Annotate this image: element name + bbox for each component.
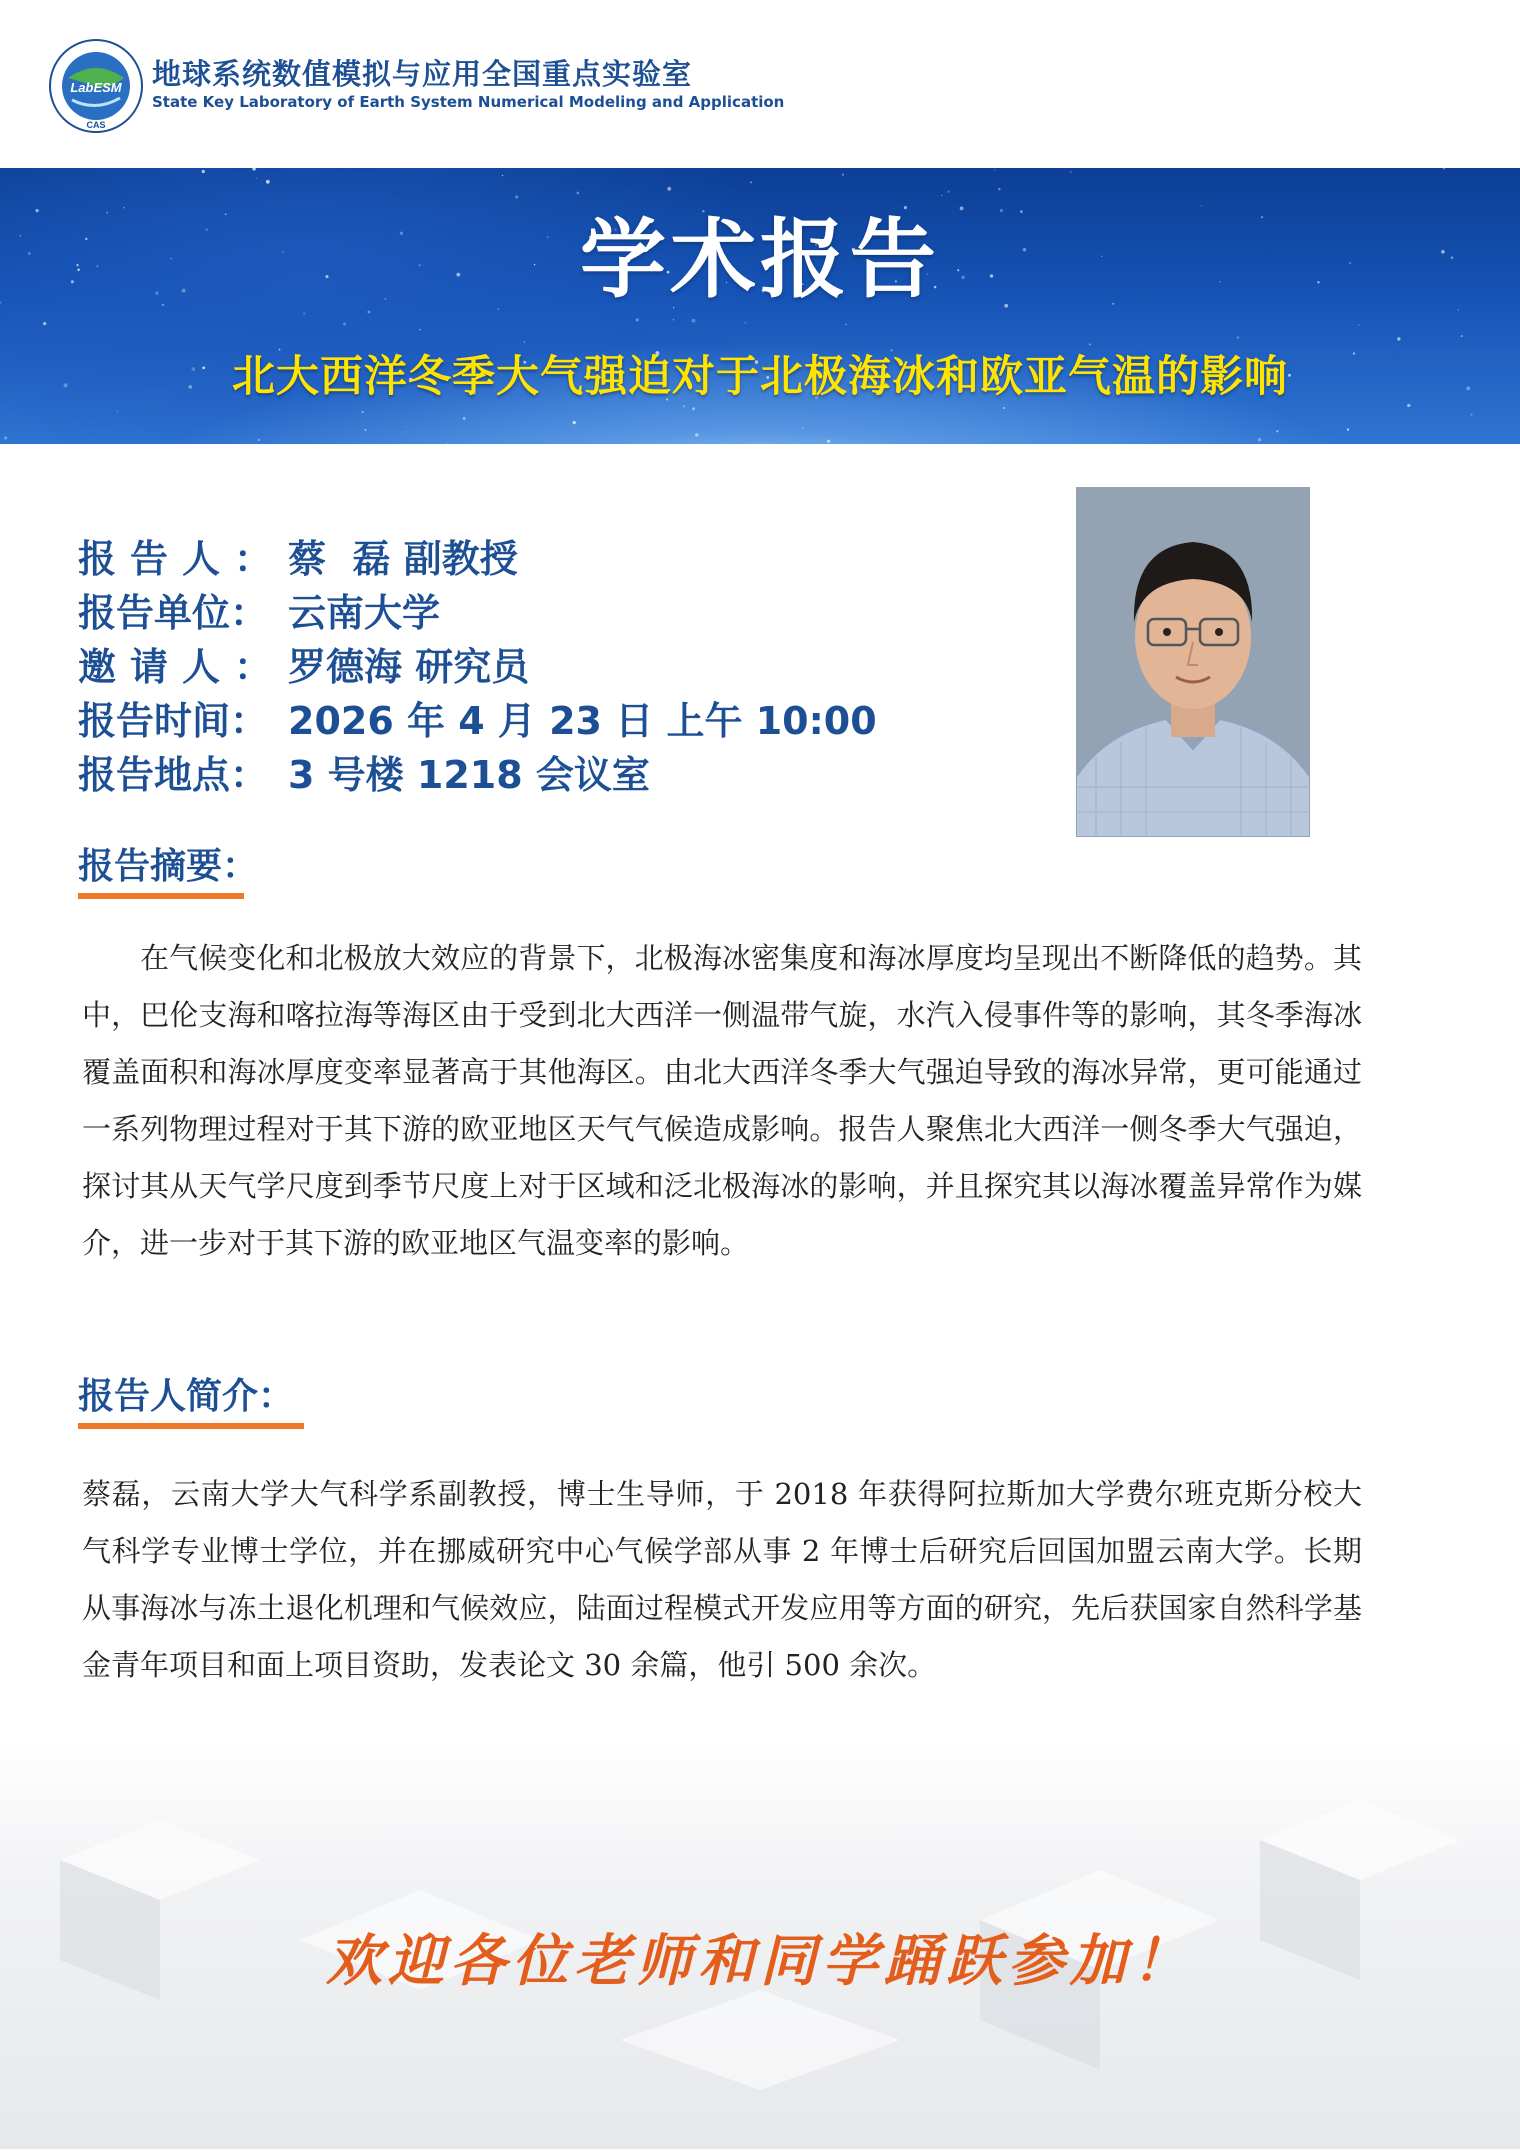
- banner-star: [361, 411, 364, 414]
- unit-value: 云南大学: [288, 590, 441, 635]
- location-row: [78, 744, 1028, 798]
- abstract-heading-underline: [78, 893, 244, 899]
- banner-star: [502, 175, 503, 176]
- banner-star: [673, 319, 674, 320]
- banner-star: [994, 169, 995, 170]
- talk-title: 北大西洋冬季大气强迫对于北极海冰和欧亚气温的影响: [232, 352, 1288, 402]
- banner-star: [256, 178, 257, 179]
- welcome-slogan: 欢迎各位老师和同学踊跃参加！: [326, 1928, 1194, 1994]
- location-label: 报告地点：: [78, 752, 269, 797]
- inviter-value: 罗德海 研究员: [288, 644, 530, 689]
- lab-emblem-icon: [48, 38, 144, 134]
- speaker-row: [78, 528, 1028, 582]
- logo-inner-text: LabESM: [70, 80, 122, 95]
- abstract-text: 在气候变化和北极放大效应的背景下，北极海冰密集度和海冰厚度均呈现出不断降低的趋势。其中，巴伦支海和喀拉海等海区由于受到北大西洋一侧温带气旋，水汽入侵事件等的影响，其冬季海冰覆盖面积和海冰厚度变率显著高于其他海区。由北大西洋冬季大气强迫导致的海冰异常，更可能通过一系列物理过程对于其下游的欧亚地区天气气候造成影响。报告人聚焦北大西洋一侧冬季大气强迫，探讨其从天气学尺度到季节尺度上对于区域和泛北极海冰的影响，并且探究其以海冰覆盖异常作为媒介，进一步对于其下游的欧亚地区气温变率的影响。: [82, 941, 1362, 1260]
- banner-star: [745, 322, 747, 324]
- banner-star: [1397, 337, 1400, 340]
- banner-star: [827, 440, 830, 443]
- banner-star: [1443, 168, 1445, 170]
- banner-star: [750, 181, 752, 183]
- speaker-portrait: [1076, 487, 1310, 837]
- banner-star: [1276, 430, 1278, 432]
- banner-star: [573, 421, 576, 424]
- banner-star: [258, 439, 260, 441]
- bio-heading-underline: [78, 1423, 304, 1429]
- speaker-value: 蔡 磊 副教授: [288, 536, 518, 581]
- banner-star: [845, 324, 847, 326]
- banner-star: [683, 405, 685, 407]
- speaker-label: 报告人：: [78, 536, 287, 581]
- time-row: [78, 690, 1028, 744]
- banner-star: [419, 329, 421, 331]
- banner-star: [405, 431, 406, 432]
- banner-star: [1258, 438, 1261, 441]
- time-value: 2026 年 4 月 23 日 上午 10:00: [288, 698, 877, 743]
- location-value: 3 号楼 1218 会议室: [288, 752, 650, 797]
- banner-star: [1471, 414, 1473, 416]
- time-label: 报告时间：: [78, 698, 269, 743]
- inviter-row: [78, 636, 1028, 690]
- banner-star: [463, 417, 466, 420]
- banner-star: [343, 323, 346, 326]
- unit-row: [78, 582, 1028, 636]
- banner-star: [1461, 335, 1463, 337]
- banner-star: [266, 180, 270, 184]
- talk-info: [78, 528, 1028, 798]
- banner-star: [447, 443, 448, 444]
- bio-text: 蔡磊，云南大学大气科学系副教授，博士生导师，于 2018 年获得阿拉斯加大学费尔班克斯分校大气科学专业博士学位，并在挪威研究中心气候学部从事 2 年博士后研究后回国加盟云南大学。长期从事海冰与冻土退化机理和气候效应，陆面过程模式开发应用等方面的研究，先后获国家自然科学基金青年项目和面上项目资助，发表论文 30 余篇，他引 500 余次。: [82, 1477, 1362, 1682]
- logo-bottom-text: CAS: [86, 120, 106, 130]
- banner-star: [636, 318, 639, 321]
- banner-star: [43, 322, 46, 325]
- banner-star: [365, 429, 367, 431]
- title-banner: [0, 168, 1520, 444]
- banner-star: [1003, 407, 1005, 409]
- banner-star: [1407, 404, 1410, 407]
- banner-star: [1237, 336, 1240, 339]
- banner-star: [4, 437, 7, 440]
- banner-star: [695, 433, 699, 437]
- banner-star: [692, 319, 696, 323]
- lab-name-cn: 地球系统数值模拟与应用全国重点实验室: [152, 57, 693, 91]
- banner-star: [252, 168, 256, 171]
- unit-label: 报告单位：: [78, 590, 269, 635]
- banner-star: [117, 410, 118, 411]
- banner-star: [1358, 324, 1359, 325]
- inviter-label: 邀请人：: [78, 644, 287, 689]
- lab-name-en: State Key Laboratory of Earth System Numerical Modeling and Application: [152, 93, 785, 111]
- banner-star: [802, 428, 803, 429]
- banner-star: [692, 407, 695, 410]
- banner-star: [842, 174, 844, 176]
- speaker-photo: [1076, 487, 1310, 837]
- page-title: 学术报告: [580, 210, 940, 310]
- banner-star: [1347, 428, 1349, 430]
- lab-logo-block: [48, 38, 785, 138]
- banner-star: [202, 170, 205, 173]
- abstract-heading: 报告摘要：: [78, 846, 259, 887]
- bio-heading: 报告人简介：: [78, 1376, 295, 1417]
- banner-star: [1070, 171, 1072, 173]
